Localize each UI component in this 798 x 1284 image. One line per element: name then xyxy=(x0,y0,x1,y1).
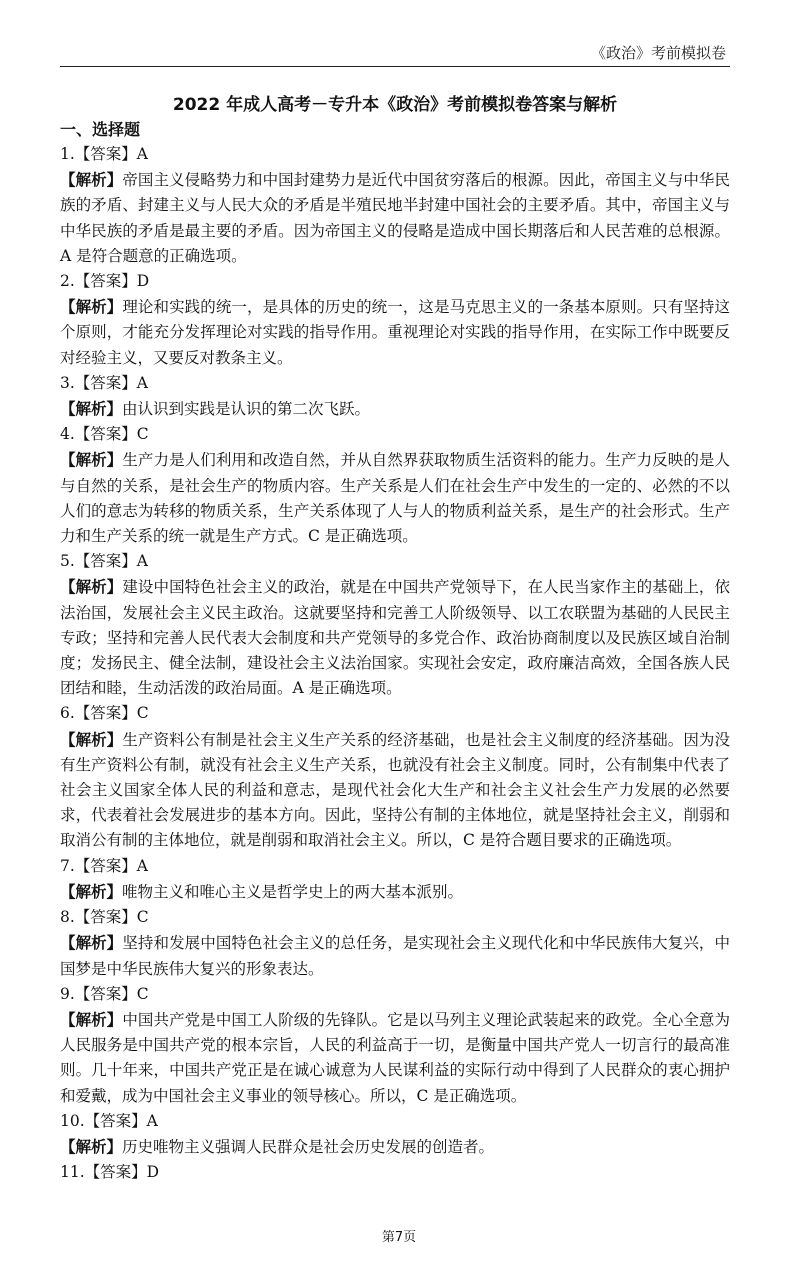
answer-line: 2.【答案】D xyxy=(60,272,150,291)
analysis-tag: 【解析】 xyxy=(60,1009,123,1029)
answer-line: 9.【答案】C xyxy=(60,984,149,1003)
analysis-text: 唯物主义和唯心主义是哲学史上的两大基本派别。 xyxy=(122,882,464,901)
analysis-paragraph xyxy=(60,930,730,981)
answer-line: 11.【答案】D xyxy=(60,1163,160,1182)
analysis-tag: 【解析】 xyxy=(60,729,123,749)
analysis-paragraph xyxy=(60,879,730,905)
answer-line: 8.【答案】C xyxy=(60,908,149,927)
page-number: 第7页 xyxy=(381,1230,417,1245)
answer-list xyxy=(60,142,730,1185)
analysis-text: 由认识到实践是认识的第二次飞跃。 xyxy=(122,400,371,419)
analysis-text: 帝国主义侵略势力和中国封建势力是近代中国贫穷落后的根源。因此，帝国主义与中华民族的矛盾、封建主义与人民大众的矛盾是半殖民地半封建中国社会的主要矛盾。其中，帝国主义与中华民族的矛盾是最主要的矛盾。因为帝国主义的侵略是造成中国长期落后和人民苦难的总根源。A 是符合题意的正确选项。 xyxy=(60,171,730,265)
document-title: 2022 年成人高考－专升本《政治》考前模拟卷答案与解析 xyxy=(172,95,618,115)
analysis-tag: 【解析】 xyxy=(60,881,123,901)
analysis-tag: 【解析】 xyxy=(60,170,123,190)
analysis-text: 中国共产党是中国工人阶级的先锋队。它是以马列主义理论武装起来的政党。全心全意为人民服务是中国共产党的根本宗旨，人民的利益高于一切，是衡量中国共产党人一切言行的最高准则。几十年来，中国共产党正是在诚心诚意为人民谋利益的实际行动中得到了人民群众的衷心拥护和爱戴，成为中国社会主义事业的领导核心。所以，C 是正确选项。 xyxy=(60,1010,730,1105)
analysis-paragraph xyxy=(60,574,730,701)
section-heading: 一、选择题 xyxy=(60,120,141,139)
answer-line: 5.【答案】A xyxy=(60,552,148,571)
analysis-tag: 【解析】 xyxy=(60,577,123,597)
analysis-tag: 【解析】 xyxy=(60,297,123,317)
running-header: 《政治》考前模拟卷 xyxy=(590,44,726,62)
analysis-paragraph xyxy=(60,447,730,549)
analysis-text: 建设中国特色社会主义的政治，就是在中国共产党领导下，在人民当家作主的基础上，依法治国，发展社会主义民主政治。这就要坚持和完善工人阶级领导、以工农联盟为基础的人民民主专政；坚持和完善人民代表大会制度和共产党领导的多党合作、政治协商制度以及民族区域自治制度；发扬民主、健全法制，建设社会主义法治国家。实现社会安定，政府廉洁高效，全国各族人民团结和睦，生动活泼的政治局面。A 是正确选项。 xyxy=(60,578,730,698)
analysis-tag: 【解析】 xyxy=(60,1136,123,1156)
answer-line: 3.【答案】A xyxy=(60,373,148,392)
analysis-paragraph xyxy=(60,396,730,422)
analysis-text: 历史唯物主义强调人民群众是社会历史发展的创造者。 xyxy=(122,1137,495,1156)
analysis-paragraph xyxy=(60,294,730,371)
analysis-tag: 【解析】 xyxy=(60,399,123,419)
analysis-text: 坚持和发展中国特色社会主义的总任务，是实现社会主义现代化和中华民族伟大复兴，中国梦是中华民族伟大复兴的形象表达。 xyxy=(60,934,730,978)
analysis-tag: 【解析】 xyxy=(60,450,123,470)
answer-line: 1.【答案】A xyxy=(60,145,148,163)
answer-line: 6.【答案】C xyxy=(60,704,149,723)
analysis-paragraph xyxy=(60,1007,730,1109)
analysis-paragraph xyxy=(60,727,730,854)
answer-line: 7.【答案】A xyxy=(60,856,148,875)
analysis-text: 生产力是人们利用和改造自然，并从自然界获取物质生活资料的能力。生产力反映的是人与自然的关系，是社会生产的物质内容。生产关系是人们在社会生产中发生的一定的、必然的不以人们的意志为转移的物质关系，生产关系体现了人与人的物质利益关系，是生产的社会形式。生产力和生产关系的统一就是生产方式。C 是正确选项。 xyxy=(60,451,730,546)
analysis-text: 生产资料公有制是社会主义生产关系的经济基础，也是社会主义制度的经济基础。因为没有生产资料公有制，就没有社会主义生产关系，也就没有社会主义制度。同时，公有制集中代表了社会主义国家全体人民的利益和意志，是现代社会化大生产和社会主义社会生产力发展的必然要求，代表着社会发展进步的基本方向。因此，坚持公有制的主体地位，就是坚持社会主义，削弱和取消公有制的主体地位，就是削弱和取消社会主义。所以，C 是符合题目要求的正确选项。 xyxy=(60,730,730,850)
answer-line: 4.【答案】C xyxy=(60,425,149,444)
analysis-paragraph xyxy=(60,167,730,269)
answer-line: 10.【答案】A xyxy=(60,1111,158,1130)
header-rule xyxy=(60,66,730,67)
analysis-tag: 【解析】 xyxy=(60,933,123,953)
analysis-text: 理论和实践的统一，是具体的历史的统一，这是马克思主义的一条基本原则。只有坚持这个原则，才能充分发挥理论对实践的指导作用。重视理论对实践的指导作用，在实际工作中既要反对经验主义，又要反对教条主义。 xyxy=(60,298,730,367)
analysis-paragraph xyxy=(60,1134,730,1160)
